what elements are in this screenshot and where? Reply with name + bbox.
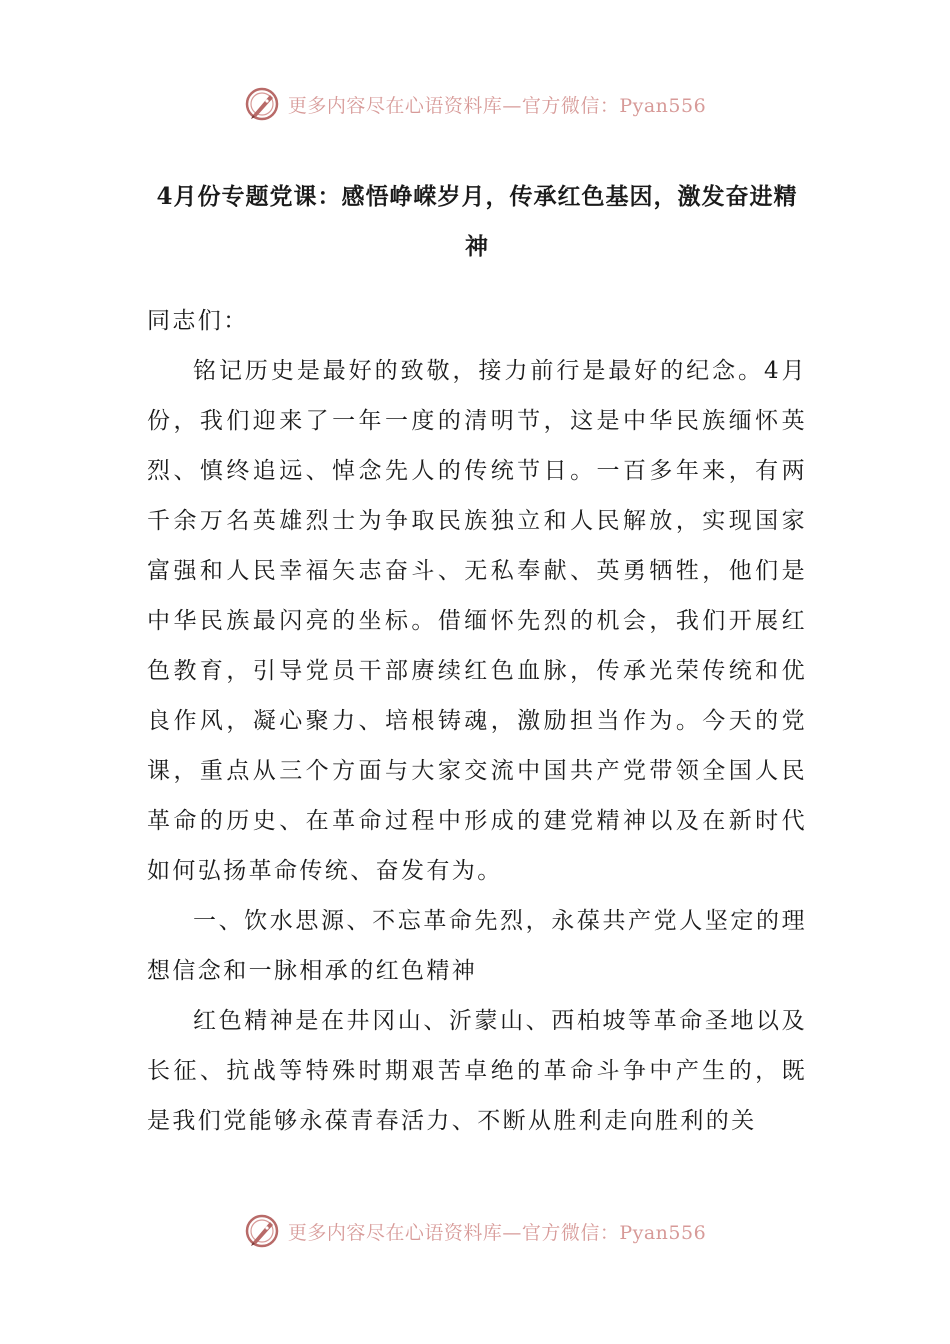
pen-circle-logo-icon	[244, 86, 280, 122]
watermark-text: 更多内容尽在心语资料库—官方微信：Pyan556	[287, 94, 707, 117]
watermark-text: 更多内容尽在心语资料库—官方微信：Pyan556	[287, 1221, 707, 1244]
page-title: 4月份专题党课：感悟峥嵘岁月，传承红色基因，激发奋进精神	[156, 183, 798, 260]
pen-circle-logo-icon	[244, 1213, 280, 1249]
paragraph-section-1: 红色精神是在井冈山、沂蒙山、西柏坡等革命圣地以及长征、抗战等特殊时期艰苦卓绝的革命斗争中产生的，既是我们党能够永葆青春活力、不断从胜利走向胜利的关	[147, 1008, 807, 1134]
salutation: 同志们：	[147, 308, 249, 334]
document-body	[147, 296, 807, 1146]
paragraph-intro: 铭记历史是最好的致敬，接力前行是最好的纪念。4月份，我们迎来了一年一度的清明节，这是中华民族缅怀英烈、慎终追远、悼念先人的传统节日。一百多年来，有两千余万名英雄烈士为争取民族独立和人民解放，实现国家富强和人民幸福矢志奋斗、无私奉献、英勇牺牲，他们是中华民族最闪亮的坐标。借缅怀先烈的机会，我们开展红色教育，引导党员干部赓续红色血脉，传承光荣传统和优良作风，凝心聚力、培根铸魂，激励担当作为。今天的党课，重点从三个方面与大家交流中国共产党带领全国人民革命的历史、在革命过程中形成的建党精神以及在新时代如何弘扬革命传统、奋发有为。	[147, 358, 807, 884]
section-heading-1: 一、饮水思源、不忘革命先烈，永葆共产党人坚定的理想信念和一脉相承的红色精神	[147, 908, 807, 984]
header-watermark	[0, 82, 950, 126]
footer-watermark	[0, 1209, 950, 1253]
